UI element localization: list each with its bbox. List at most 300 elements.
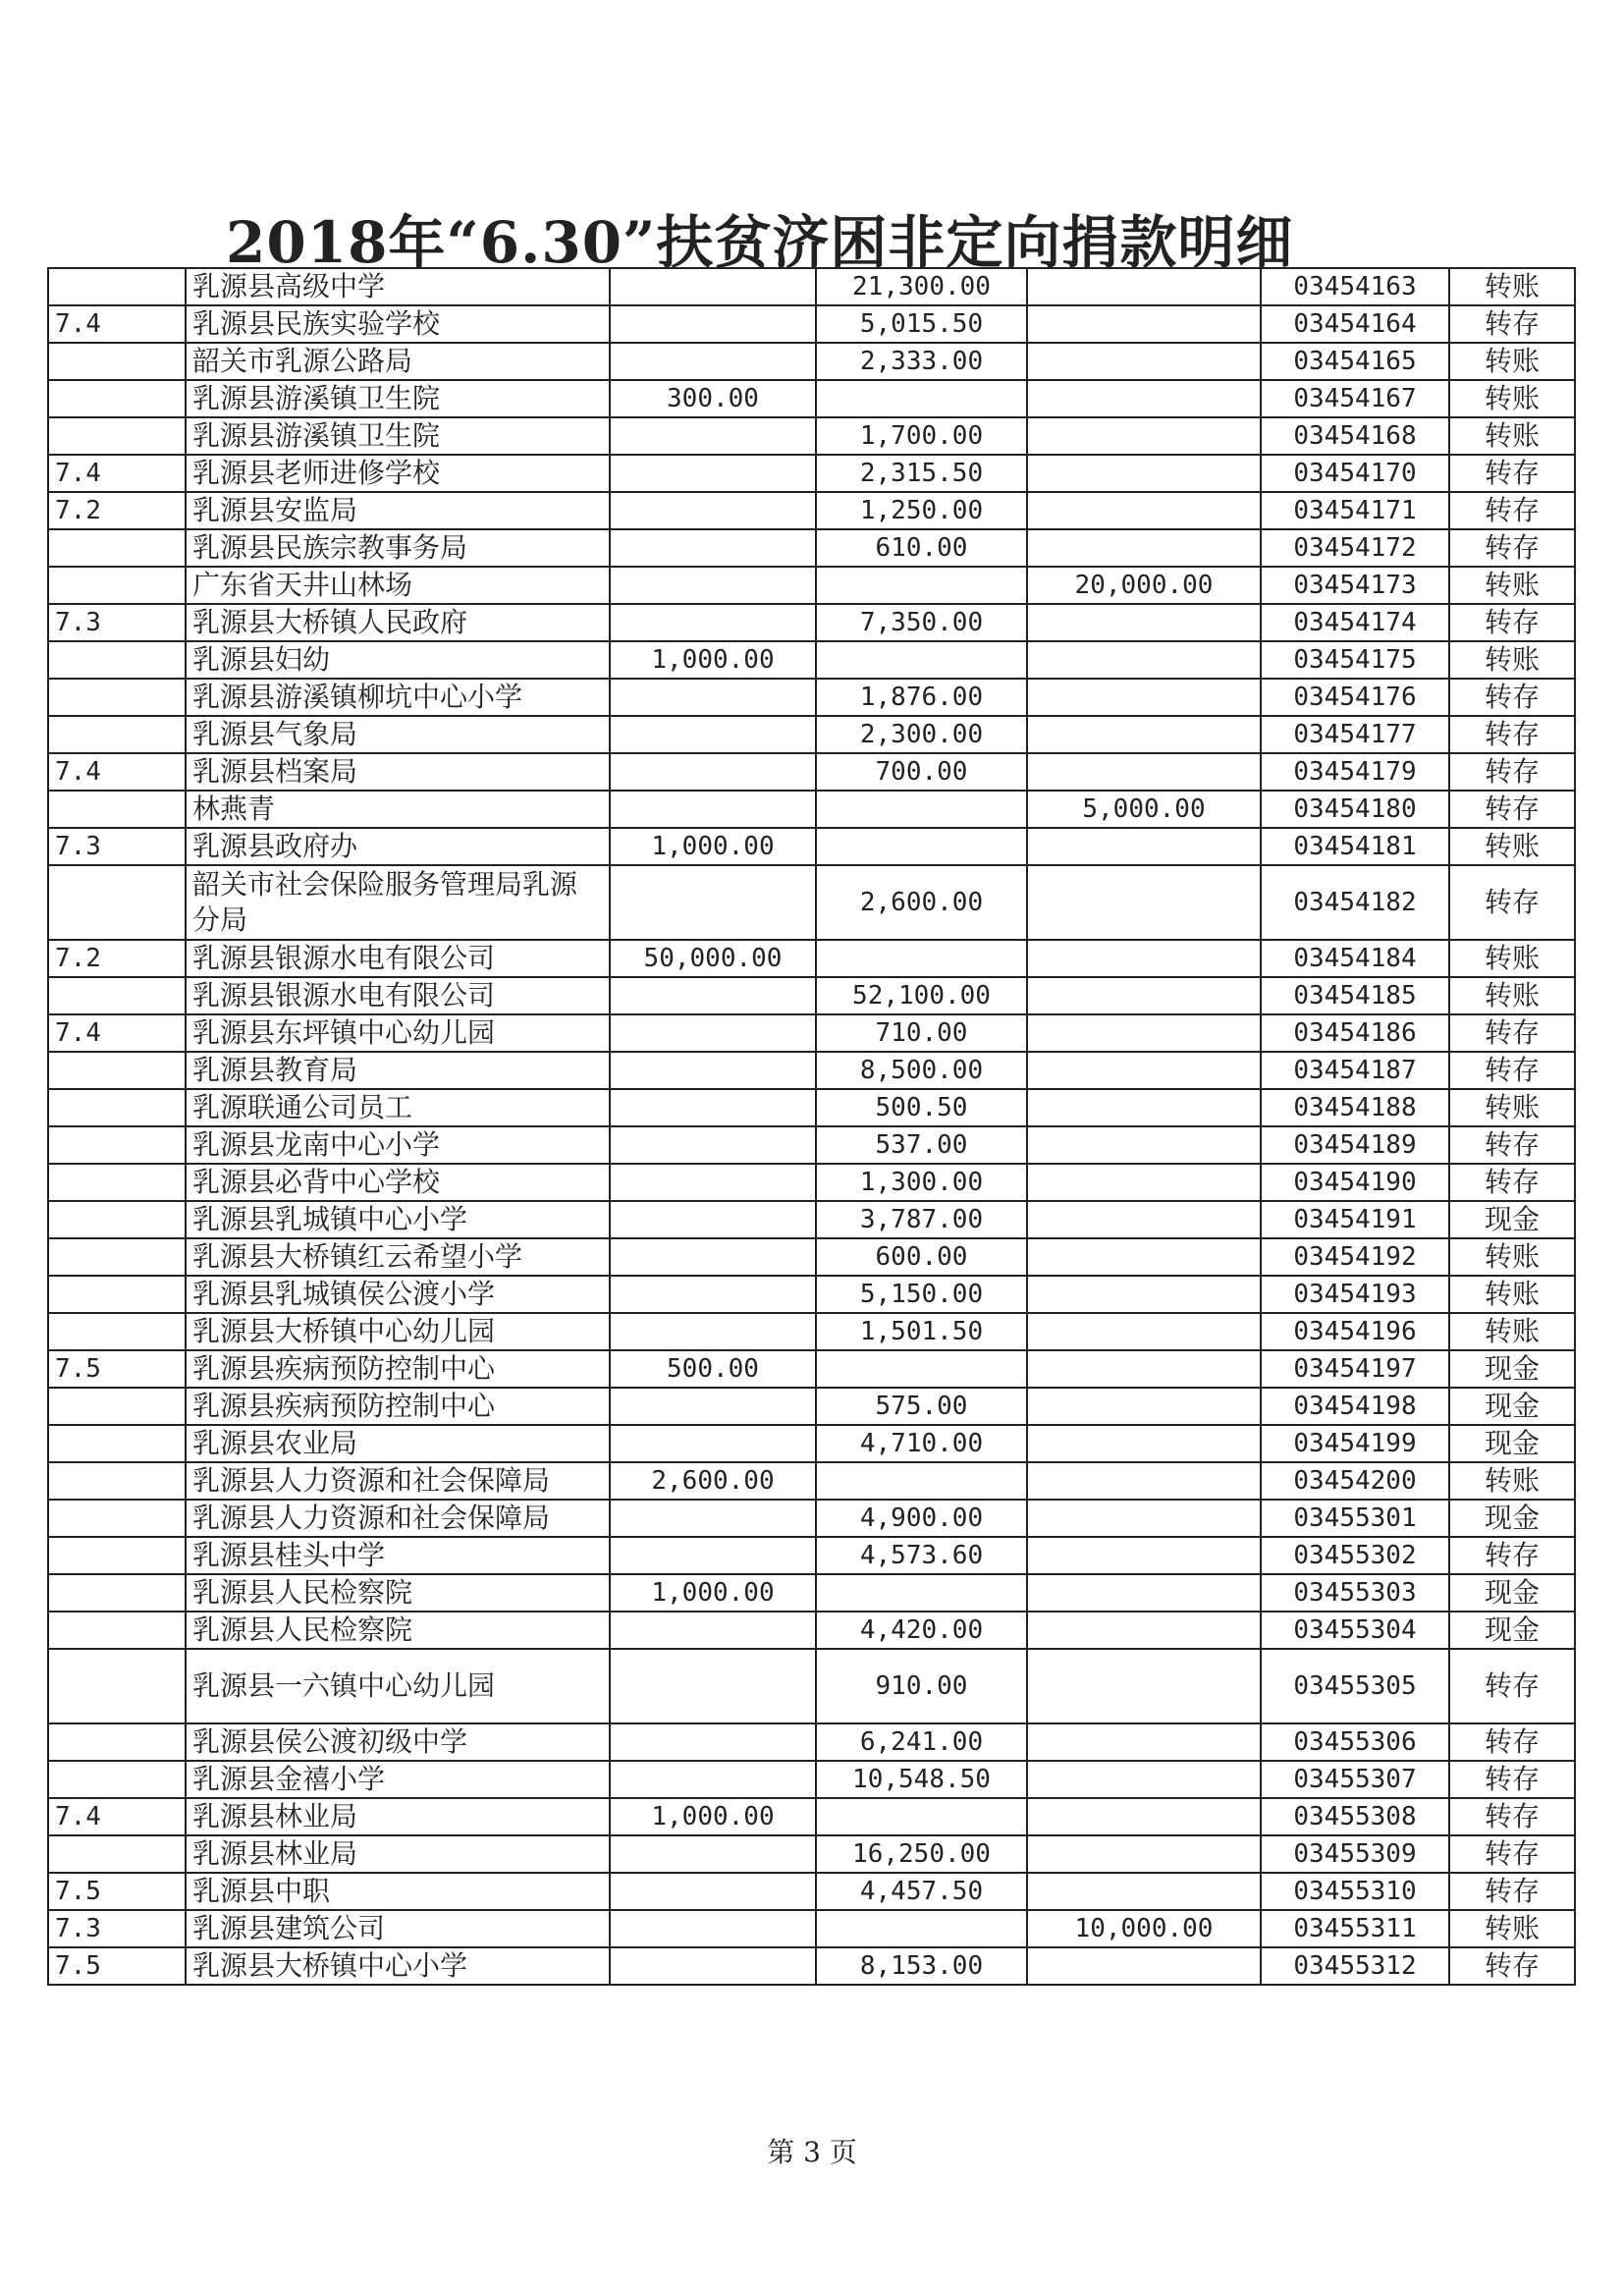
payment-method-cell: 转存 <box>1449 1052 1575 1089</box>
page-number: 第 3 页 <box>767 2136 857 2168</box>
donor-name-cell: 乳源县疾病预防控制中心 <box>186 1388 610 1425</box>
table-row <box>48 1126 1575 1164</box>
table-row <box>48 455 1575 492</box>
amount-col-b-cell <box>816 1350 1027 1388</box>
payment-method-cell: 转存 <box>1449 1873 1575 1910</box>
amount-col-a-cell <box>610 1910 816 1947</box>
amount-col-a-cell <box>610 716 816 753</box>
payment-method-cell: 转账 <box>1449 940 1575 977</box>
amount-col-b-cell: 52,100.00 <box>816 977 1027 1014</box>
amount-col-a-cell: 1,000.00 <box>610 641 816 679</box>
date-cell <box>48 380 186 417</box>
date-cell: 7.5 <box>48 1947 186 1985</box>
payment-method-cell: 转账 <box>1449 343 1575 380</box>
donor-name-cell: 乳源县教育局 <box>186 1052 610 1089</box>
payment-method-cell: 转账 <box>1449 641 1575 679</box>
table-row <box>48 1835 1575 1873</box>
amount-col-b-cell <box>816 1462 1027 1500</box>
payment-method-cell: 转存 <box>1449 1761 1575 1798</box>
payment-method-cell: 转存 <box>1449 1835 1575 1873</box>
date-cell <box>48 1164 186 1201</box>
payment-method-cell: 现金 <box>1449 1388 1575 1425</box>
date-cell <box>48 1723 186 1761</box>
payment-method-cell: 转账 <box>1449 417 1575 455</box>
amount-col-c-cell <box>1027 1500 1261 1537</box>
table-row <box>48 1276 1575 1313</box>
table-row <box>48 268 1575 305</box>
receipt-number-cell: 03454175 <box>1261 641 1449 679</box>
amount-col-a-cell <box>610 1014 816 1052</box>
amount-col-b-cell: 6,241.00 <box>816 1723 1027 1761</box>
table-row <box>48 1910 1575 1947</box>
amount-col-c-cell <box>1027 1350 1261 1388</box>
amount-col-b-cell: 8,500.00 <box>816 1052 1027 1089</box>
amount-col-a-cell <box>610 268 816 305</box>
amount-col-b-cell <box>816 1574 1027 1612</box>
donor-name-cell: 乳源县大桥镇中心小学 <box>186 1947 610 1985</box>
amount-col-a-cell <box>610 305 816 343</box>
table-row <box>48 1649 1575 1723</box>
payment-method-cell: 转存 <box>1449 791 1575 828</box>
table-row <box>48 1313 1575 1350</box>
receipt-number-cell: 03454176 <box>1261 679 1449 716</box>
payment-method-cell: 转存 <box>1449 679 1575 716</box>
amount-col-b-cell: 4,710.00 <box>816 1425 1027 1462</box>
payment-method-cell: 转存 <box>1449 529 1575 567</box>
receipt-number-cell: 03454185 <box>1261 977 1449 1014</box>
payment-method-cell: 转存 <box>1449 305 1575 343</box>
amount-col-c-cell <box>1027 1798 1261 1835</box>
table-row <box>48 1462 1575 1500</box>
payment-method-cell: 现金 <box>1449 1574 1575 1612</box>
amount-col-b-cell <box>816 1798 1027 1835</box>
amount-col-a-cell <box>610 604 816 641</box>
amount-col-a-cell <box>610 1126 816 1164</box>
payment-method-cell: 转存 <box>1449 716 1575 753</box>
payment-method-cell: 转存 <box>1449 1014 1575 1052</box>
amount-col-c-cell <box>1027 268 1261 305</box>
date-cell <box>48 865 186 940</box>
donor-name-cell: 乳源县疾病预防控制中心 <box>186 1350 610 1388</box>
receipt-number-cell: 03454186 <box>1261 1014 1449 1052</box>
amount-col-a-cell <box>610 343 816 380</box>
donor-name-cell: 乳源县档案局 <box>186 753 610 791</box>
donation-table <box>47 267 1576 1986</box>
amount-col-b-cell: 1,300.00 <box>816 1164 1027 1201</box>
payment-method-cell: 转账 <box>1449 1276 1575 1313</box>
payment-method-cell: 转存 <box>1449 604 1575 641</box>
amount-col-c-cell <box>1027 455 1261 492</box>
donor-name-cell: 乳源县林业局 <box>186 1798 610 1835</box>
date-cell: 7.4 <box>48 753 186 791</box>
amount-col-a-cell <box>610 529 816 567</box>
amount-col-a-cell <box>610 1313 816 1350</box>
donor-name-cell: 乳源县东坪镇中心幼儿园 <box>186 1014 610 1052</box>
donor-name-cell: 乳源县安监局 <box>186 492 610 529</box>
amount-col-c-cell <box>1027 753 1261 791</box>
donor-name-cell: 乳源县桂头中学 <box>186 1537 610 1574</box>
amount-col-c-cell <box>1027 940 1261 977</box>
date-cell <box>48 268 186 305</box>
table-row <box>48 1574 1575 1612</box>
table-row <box>48 641 1575 679</box>
date-cell <box>48 1238 186 1276</box>
amount-col-c-cell <box>1027 1462 1261 1500</box>
donor-name-cell: 乳源县老师进修学校 <box>186 455 610 492</box>
date-cell: 7.4 <box>48 305 186 343</box>
payment-method-cell: 转存 <box>1449 865 1575 940</box>
amount-col-b-cell <box>816 1910 1027 1947</box>
table-row <box>48 679 1575 716</box>
receipt-number-cell: 03454168 <box>1261 417 1449 455</box>
donor-name-cell: 乳源县乳城镇中心小学 <box>186 1201 610 1238</box>
amount-col-a-cell <box>610 567 816 604</box>
amount-col-c-cell <box>1027 1537 1261 1574</box>
table-row <box>48 567 1575 604</box>
receipt-number-cell: 03454165 <box>1261 343 1449 380</box>
amount-col-a-cell: 1,000.00 <box>610 828 816 865</box>
table-row <box>48 1052 1575 1089</box>
receipt-number-cell: 03455310 <box>1261 1873 1449 1910</box>
amount-col-c-cell <box>1027 604 1261 641</box>
payment-method-cell: 转存 <box>1449 1649 1575 1723</box>
amount-col-c-cell <box>1027 1835 1261 1873</box>
donor-name-cell: 乳源县侯公渡初级中学 <box>186 1723 610 1761</box>
amount-col-b-cell <box>816 940 1027 977</box>
amount-col-c-cell <box>1027 1388 1261 1425</box>
amount-col-c-cell <box>1027 1238 1261 1276</box>
receipt-number-cell: 03454171 <box>1261 492 1449 529</box>
date-cell <box>48 567 186 604</box>
payment-method-cell: 转存 <box>1449 753 1575 791</box>
receipt-number-cell: 03454184 <box>1261 940 1449 977</box>
donor-name-cell: 乳源县大桥镇人民政府 <box>186 604 610 641</box>
amount-col-b-cell: 1,700.00 <box>816 417 1027 455</box>
donor-name-cell: 乳源县民族实验学校 <box>186 305 610 343</box>
donor-name-cell: 乳源县高级中学 <box>186 268 610 305</box>
amount-col-c-cell <box>1027 343 1261 380</box>
amount-col-b-cell: 16,250.00 <box>816 1835 1027 1873</box>
donor-name-cell: 乳源县银源水电有限公司 <box>186 940 610 977</box>
amount-col-b-cell: 4,573.60 <box>816 1537 1027 1574</box>
date-cell <box>48 1201 186 1238</box>
amount-col-a-cell <box>610 1873 816 1910</box>
amount-col-c-cell <box>1027 529 1261 567</box>
payment-method-cell: 转账 <box>1449 1089 1575 1126</box>
amount-col-c-cell <box>1027 1947 1261 1985</box>
donor-name-cell: 乳源县银源水电有限公司 <box>186 977 610 1014</box>
table-row <box>48 1201 1575 1238</box>
date-cell <box>48 343 186 380</box>
amount-col-b-cell: 710.00 <box>816 1014 1027 1052</box>
amount-col-a-cell <box>610 1238 816 1276</box>
date-cell <box>48 1313 186 1350</box>
receipt-number-cell: 03454200 <box>1261 1462 1449 1500</box>
table-row <box>48 380 1575 417</box>
date-cell <box>48 1612 186 1649</box>
receipt-number-cell: 03454199 <box>1261 1425 1449 1462</box>
amount-col-c-cell <box>1027 716 1261 753</box>
date-cell <box>48 1462 186 1500</box>
amount-col-c-cell <box>1027 1164 1261 1201</box>
receipt-number-cell: 03454190 <box>1261 1164 1449 1201</box>
date-cell <box>48 641 186 679</box>
date-cell <box>48 1537 186 1574</box>
amount-col-b-cell: 910.00 <box>816 1649 1027 1723</box>
amount-col-c-cell <box>1027 1313 1261 1350</box>
amount-col-b-cell: 537.00 <box>816 1126 1027 1164</box>
date-cell <box>48 1126 186 1164</box>
donor-name-cell: 乳源县人民检察院 <box>186 1612 610 1649</box>
payment-method-cell: 转存 <box>1449 492 1575 529</box>
table-row <box>48 1947 1575 1985</box>
payment-method-cell: 转存 <box>1449 1947 1575 1985</box>
amount-col-a-cell <box>610 679 816 716</box>
page-title: 2018年“6.30”扶贫济困非定向捐款明细 <box>226 209 1294 276</box>
receipt-number-cell: 03455311 <box>1261 1910 1449 1947</box>
donor-name-cell: 乳源县必背中心学校 <box>186 1164 610 1201</box>
payment-method-cell: 转存 <box>1449 1126 1575 1164</box>
amount-col-a-cell: 500.00 <box>610 1350 816 1388</box>
payment-method-cell: 转账 <box>1449 1910 1575 1947</box>
table-row <box>48 1388 1575 1425</box>
date-cell: 7.2 <box>48 492 186 529</box>
amount-col-c-cell <box>1027 1723 1261 1761</box>
amount-col-b-cell: 1,250.00 <box>816 492 1027 529</box>
payment-method-cell: 现金 <box>1449 1201 1575 1238</box>
amount-col-c-cell <box>1027 1873 1261 1910</box>
amount-col-a-cell <box>610 791 816 828</box>
amount-col-b-cell <box>816 641 1027 679</box>
donor-name-cell: 乳源县人力资源和社会保障局 <box>186 1462 610 1500</box>
donor-name-cell: 广东省天井山林场 <box>186 567 610 604</box>
amount-col-b-cell <box>816 380 1027 417</box>
amount-col-b-cell: 3,787.00 <box>816 1201 1027 1238</box>
donor-name-cell: 乳源县龙南中心小学 <box>186 1126 610 1164</box>
amount-col-a-cell <box>610 753 816 791</box>
amount-col-c-cell <box>1027 865 1261 940</box>
receipt-number-cell: 03454188 <box>1261 1089 1449 1126</box>
receipt-number-cell: 03454193 <box>1261 1276 1449 1313</box>
receipt-number-cell: 03455303 <box>1261 1574 1449 1612</box>
amount-col-b-cell: 1,876.00 <box>816 679 1027 716</box>
table-row <box>48 1350 1575 1388</box>
amount-col-a-cell: 300.00 <box>610 380 816 417</box>
amount-col-a-cell <box>610 865 816 940</box>
amount-col-a-cell <box>610 1612 816 1649</box>
amount-col-c-cell <box>1027 305 1261 343</box>
payment-method-cell: 现金 <box>1449 1612 1575 1649</box>
donor-name-cell: 韶关市社会保险服务管理局乳源分局 <box>186 865 610 940</box>
table-row <box>48 791 1575 828</box>
date-cell <box>48 716 186 753</box>
date-cell <box>48 1500 186 1537</box>
amount-col-b-cell: 7,350.00 <box>816 604 1027 641</box>
amount-col-c-cell: 20,000.00 <box>1027 567 1261 604</box>
donor-name-cell: 乳源县大桥镇中心幼儿园 <box>186 1313 610 1350</box>
amount-col-c-cell <box>1027 1089 1261 1126</box>
receipt-number-cell: 03454163 <box>1261 268 1449 305</box>
table-row <box>48 343 1575 380</box>
payment-method-cell: 转账 <box>1449 977 1575 1014</box>
date-cell: 7.4 <box>48 455 186 492</box>
amount-col-c-cell <box>1027 679 1261 716</box>
receipt-number-cell: 03455307 <box>1261 1761 1449 1798</box>
donor-name-cell: 乳源县民族宗教事务局 <box>186 529 610 567</box>
amount-col-c-cell <box>1027 977 1261 1014</box>
amount-col-a-cell <box>610 1537 816 1574</box>
date-cell <box>48 1425 186 1462</box>
payment-method-cell: 转账 <box>1449 380 1575 417</box>
date-cell <box>48 1089 186 1126</box>
amount-col-c-cell <box>1027 1126 1261 1164</box>
receipt-number-cell: 03454196 <box>1261 1313 1449 1350</box>
amount-col-a-cell <box>610 417 816 455</box>
payment-method-cell: 转存 <box>1449 455 1575 492</box>
table-row <box>48 305 1575 343</box>
table-row <box>48 977 1575 1014</box>
receipt-number-cell: 03455308 <box>1261 1798 1449 1835</box>
payment-method-cell: 转存 <box>1449 1537 1575 1574</box>
date-cell: 7.4 <box>48 1798 186 1835</box>
amount-col-a-cell: 2,600.00 <box>610 1462 816 1500</box>
date-cell <box>48 417 186 455</box>
table-row <box>48 940 1575 977</box>
table-row <box>48 1798 1575 1835</box>
amount-col-b-cell: 4,457.50 <box>816 1873 1027 1910</box>
amount-col-b-cell: 8,153.00 <box>816 1947 1027 1985</box>
donor-name-cell: 乳源县游溪镇卫生院 <box>186 380 610 417</box>
amount-col-b-cell: 4,420.00 <box>816 1612 1027 1649</box>
amount-col-b-cell: 5,150.00 <box>816 1276 1027 1313</box>
amount-col-c-cell <box>1027 828 1261 865</box>
table-row <box>48 1612 1575 1649</box>
table-row <box>48 1089 1575 1126</box>
date-cell <box>48 1835 186 1873</box>
donor-name-cell: 乳源县建筑公司 <box>186 1910 610 1947</box>
receipt-number-cell: 03455312 <box>1261 1947 1449 1985</box>
donor-name-cell: 乳源县妇幼 <box>186 641 610 679</box>
table-row <box>48 828 1575 865</box>
amount-col-a-cell <box>610 1425 816 1462</box>
date-cell <box>48 1574 186 1612</box>
receipt-number-cell: 03454197 <box>1261 1350 1449 1388</box>
donor-name-cell: 乳源县游溪镇卫生院 <box>186 417 610 455</box>
receipt-number-cell: 03454172 <box>1261 529 1449 567</box>
receipt-number-cell: 03454191 <box>1261 1201 1449 1238</box>
amount-col-c-cell <box>1027 641 1261 679</box>
table-row <box>48 865 1575 940</box>
donor-name-cell: 韶关市乳源公路局 <box>186 343 610 380</box>
date-cell: 7.3 <box>48 1910 186 1947</box>
receipt-number-cell: 03454174 <box>1261 604 1449 641</box>
amount-col-c-cell <box>1027 1649 1261 1723</box>
date-cell <box>48 1276 186 1313</box>
amount-col-c-cell <box>1027 492 1261 529</box>
receipt-number-cell: 03455301 <box>1261 1500 1449 1537</box>
amount-col-c-cell <box>1027 1612 1261 1649</box>
table-row <box>48 1873 1575 1910</box>
donor-name-cell: 乳源县气象局 <box>186 716 610 753</box>
receipt-number-cell: 03454198 <box>1261 1388 1449 1425</box>
amount-col-c-cell <box>1027 417 1261 455</box>
amount-col-b-cell: 4,900.00 <box>816 1500 1027 1537</box>
date-cell: 7.3 <box>48 604 186 641</box>
payment-method-cell: 转账 <box>1449 1313 1575 1350</box>
amount-col-b-cell: 2,333.00 <box>816 343 1027 380</box>
amount-col-b-cell: 600.00 <box>816 1238 1027 1276</box>
payment-method-cell: 现金 <box>1449 1425 1575 1462</box>
receipt-number-cell: 03455305 <box>1261 1649 1449 1723</box>
amount-col-c-cell <box>1027 1201 1261 1238</box>
amount-col-b-cell: 610.00 <box>816 529 1027 567</box>
donor-name-cell: 乳源县农业局 <box>186 1425 610 1462</box>
amount-col-a-cell <box>610 1052 816 1089</box>
receipt-number-cell: 03454189 <box>1261 1126 1449 1164</box>
table-row <box>48 1500 1575 1537</box>
amount-col-c-cell <box>1027 380 1261 417</box>
donor-name-cell: 乳源县金禧小学 <box>186 1761 610 1798</box>
date-cell: 7.3 <box>48 828 186 865</box>
date-cell <box>48 1052 186 1089</box>
payment-method-cell: 转存 <box>1449 1723 1575 1761</box>
amount-col-a-cell <box>610 1500 816 1537</box>
donor-name-cell: 林燕青 <box>186 791 610 828</box>
table-row <box>48 716 1575 753</box>
amount-col-a-cell <box>610 1649 816 1723</box>
table-row <box>48 753 1575 791</box>
table-row <box>48 1537 1575 1574</box>
date-cell <box>48 1388 186 1425</box>
payment-method-cell: 转账 <box>1449 268 1575 305</box>
amount-col-c-cell <box>1027 1761 1261 1798</box>
amount-col-c-cell <box>1027 1052 1261 1089</box>
date-cell: 7.5 <box>48 1350 186 1388</box>
amount-col-b-cell: 1,501.50 <box>816 1313 1027 1350</box>
receipt-number-cell: 03454167 <box>1261 380 1449 417</box>
amount-col-b-cell: 500.50 <box>816 1089 1027 1126</box>
amount-col-b-cell: 2,300.00 <box>816 716 1027 753</box>
receipt-number-cell: 03454192 <box>1261 1238 1449 1276</box>
receipt-number-cell: 03454180 <box>1261 791 1449 828</box>
payment-method-cell: 转账 <box>1449 567 1575 604</box>
table-row <box>48 1723 1575 1761</box>
donor-name-cell: 乳源县游溪镇柳坑中心小学 <box>186 679 610 716</box>
payment-method-cell: 转存 <box>1449 1164 1575 1201</box>
date-cell <box>48 679 186 716</box>
amount-col-a-cell <box>610 1388 816 1425</box>
amount-col-a-cell: 50,000.00 <box>610 940 816 977</box>
payment-method-cell: 转存 <box>1449 1798 1575 1835</box>
amount-col-b-cell <box>816 828 1027 865</box>
amount-col-b-cell: 700.00 <box>816 753 1027 791</box>
amount-col-c-cell: 5,000.00 <box>1027 791 1261 828</box>
amount-col-b-cell: 21,300.00 <box>816 268 1027 305</box>
date-cell <box>48 977 186 1014</box>
receipt-number-cell: 03455309 <box>1261 1835 1449 1873</box>
table-row <box>48 1238 1575 1276</box>
table-row <box>48 529 1575 567</box>
receipt-number-cell: 03454181 <box>1261 828 1449 865</box>
receipt-number-cell: 03455306 <box>1261 1723 1449 1761</box>
date-cell: 7.2 <box>48 940 186 977</box>
donor-name-cell: 乳源县人力资源和社会保障局 <box>186 1500 610 1537</box>
table-row <box>48 604 1575 641</box>
amount-col-a-cell <box>610 1761 816 1798</box>
date-cell <box>48 791 186 828</box>
receipt-number-cell: 03454187 <box>1261 1052 1449 1089</box>
donor-name-cell: 乳源县乳城镇侯公渡小学 <box>186 1276 610 1313</box>
